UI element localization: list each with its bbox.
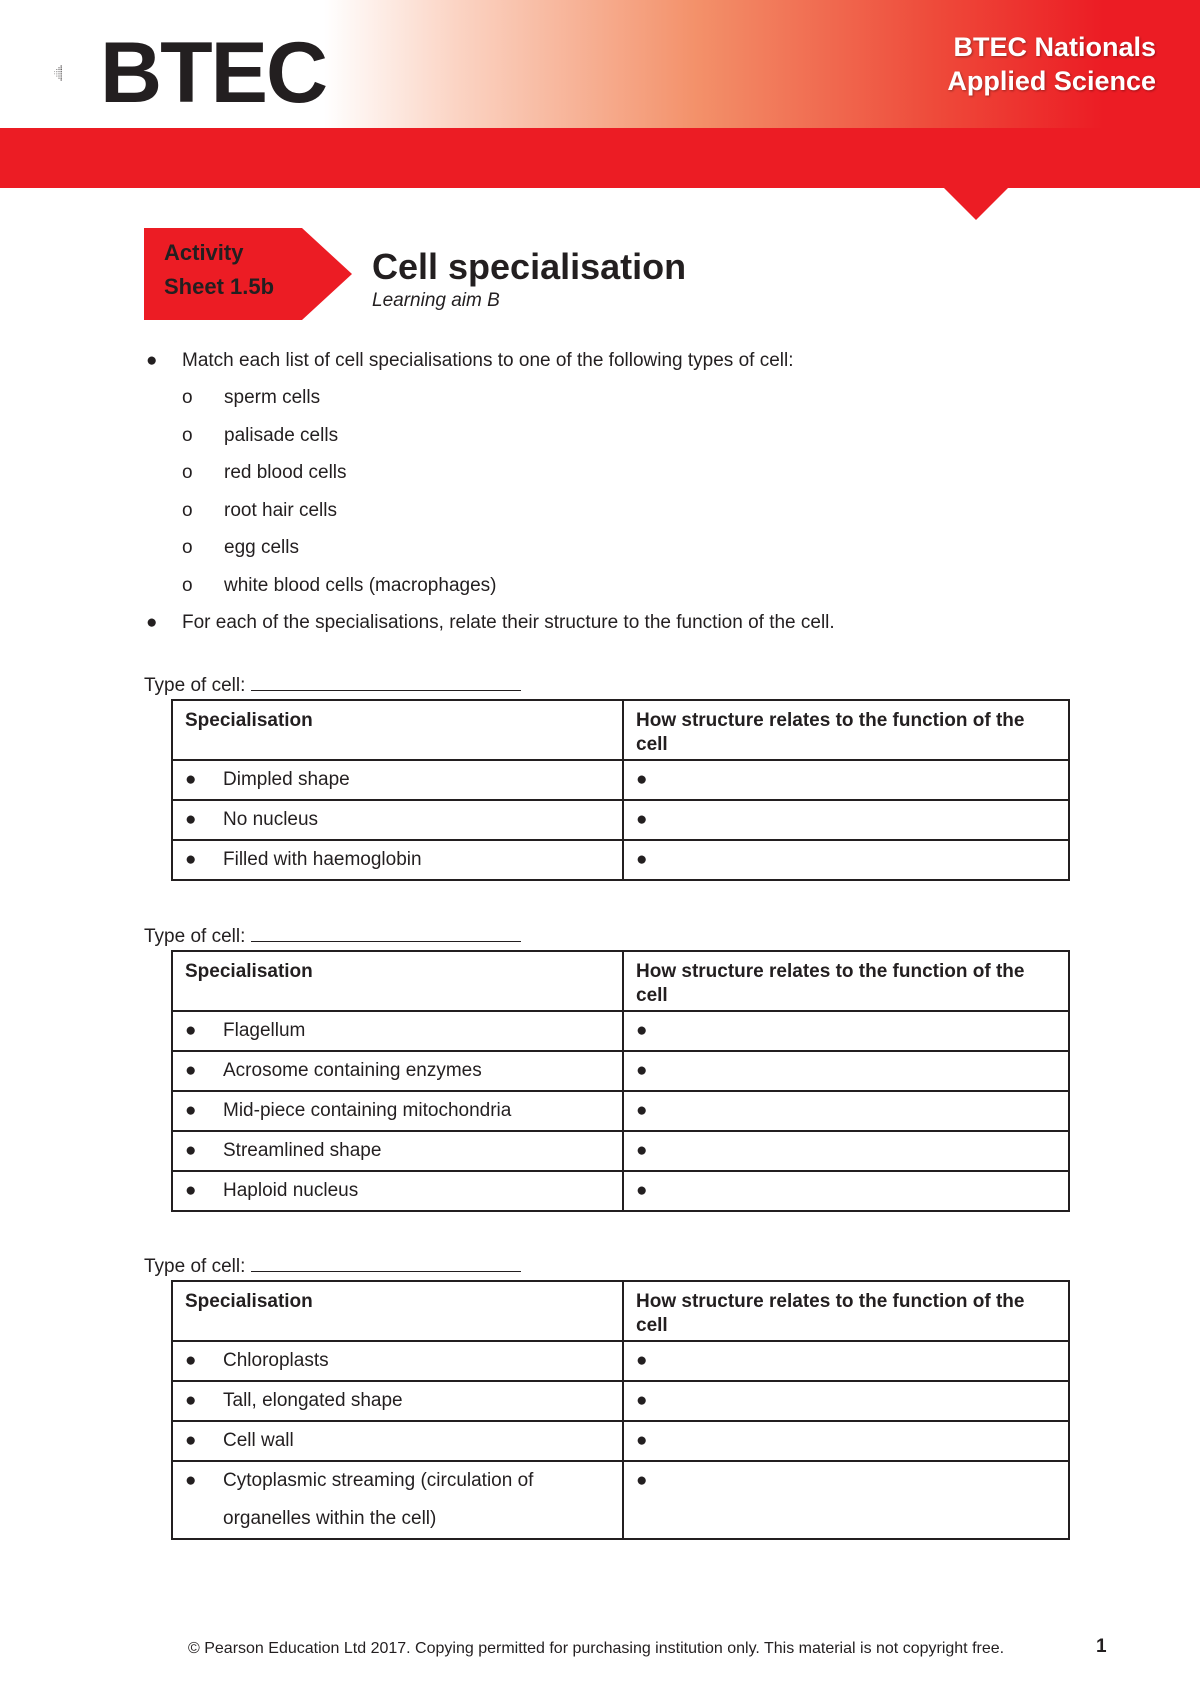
cell-type-label: palisade cells — [224, 424, 339, 446]
specialisation-cell — [172, 1091, 623, 1131]
bullet-icon: ● — [185, 1020, 197, 1041]
bullet-icon: ● — [636, 1430, 648, 1451]
specialisation-table — [171, 950, 1070, 1212]
answer-cell[interactable] — [623, 760, 1069, 800]
answer-cell[interactable] — [623, 1341, 1069, 1381]
btec-logo: BTEC — [100, 25, 327, 121]
bullet-icon: ● — [636, 1060, 648, 1081]
specialisation-table — [171, 1280, 1070, 1540]
bullet-icon: ● — [146, 350, 158, 371]
activity-tag-line-1: Activity — [164, 240, 244, 265]
cell-type-item — [144, 496, 1104, 534]
bullet-icon: ● — [185, 809, 197, 830]
specialisation-cell — [172, 1461, 623, 1539]
type-of-cell-blank[interactable] — [251, 923, 521, 942]
table-row — [172, 1051, 1069, 1091]
ring-bullet-icon: o — [182, 387, 193, 408]
cell-type-label: sperm cells — [224, 387, 321, 408]
bullet-icon: ● — [185, 1060, 197, 1081]
specialisation-text: Filled with haemoglobin — [223, 849, 422, 870]
specialisation-text: Dimpled shape — [223, 769, 350, 790]
table-row — [172, 1011, 1069, 1051]
cell-type-item — [144, 571, 1104, 609]
cell-type-label: red blood cells — [224, 462, 347, 483]
answer-cell[interactable] — [623, 1381, 1069, 1421]
answer-cell[interactable] — [623, 840, 1069, 880]
instruction-text: Match each list of cell specialisations to one of the following types of cell: — [182, 350, 794, 371]
bullet-icon: ● — [185, 1390, 197, 1411]
specialisation-cell — [172, 1051, 623, 1091]
copyright-notice: © Pearson Education Ltd 2017. Copying permitted for purchasing institution only. This material is not copyright free. — [188, 1640, 1005, 1657]
instruction-text: For each of the specialisations, relate their structure to the function of the cell. — [182, 612, 835, 633]
ring-bullet-icon: o — [182, 574, 193, 596]
answer-cell[interactable] — [623, 1091, 1069, 1131]
answer-cell[interactable] — [623, 1461, 1069, 1539]
specialisation-text: Tall, elongated shape — [223, 1390, 403, 1411]
column-header-specialisation: Specialisation — [172, 1281, 623, 1341]
specialisation-text: Streamlined shape — [223, 1140, 382, 1161]
type-of-cell-label: Type of cell: — [144, 675, 246, 696]
bullet-icon: ● — [636, 1180, 648, 1201]
bullet-icon: ● — [185, 849, 197, 870]
bullet-icon: ● — [185, 769, 197, 790]
type-of-cell-blank[interactable] — [251, 1253, 521, 1272]
table-row — [172, 840, 1069, 880]
specialisation-text: Flagellum — [223, 1020, 306, 1041]
cell-type-label: white blood cells (macrophages) — [224, 574, 497, 596]
answer-cell[interactable] — [623, 1051, 1069, 1091]
answer-cell[interactable] — [623, 1011, 1069, 1051]
answer-cell[interactable] — [623, 1421, 1069, 1461]
cell-type-label: egg cells — [224, 537, 299, 558]
type-of-cell-blank[interactable] — [251, 672, 521, 691]
specialisation-table — [171, 699, 1070, 881]
bullet-icon: ● — [636, 1140, 648, 1161]
bullet-icon: ● — [636, 1350, 648, 1371]
specialisation-cell — [172, 1171, 623, 1211]
specialisation-text: Haploid nucleus — [223, 1180, 359, 1201]
brand-line-1: BTEC Nationals — [953, 32, 1156, 62]
ring-bullet-icon: o — [182, 499, 193, 521]
answer-cell[interactable] — [623, 800, 1069, 840]
specialisation-text: Cell wall — [223, 1430, 294, 1451]
type-of-cell-label: Type of cell: — [144, 926, 246, 947]
bullet-icon: ● — [636, 1470, 648, 1491]
table-row — [172, 1091, 1069, 1131]
column-header-function: How structure relates to the function of the cell — [623, 951, 1069, 1011]
specialisation-cell — [172, 1381, 623, 1421]
table-header-row — [172, 1281, 1069, 1341]
table-row — [172, 800, 1069, 840]
table-header-row — [172, 951, 1069, 1011]
cell-type-item — [144, 421, 1104, 459]
bullet-icon: ● — [185, 1470, 197, 1491]
table-row — [172, 1461, 1069, 1539]
specialisation-text: Mid-piece containing mitochondria — [223, 1100, 512, 1121]
specialisation-cell — [172, 1421, 623, 1461]
bullet-icon: ● — [146, 612, 158, 633]
header-notch — [944, 188, 1008, 220]
table-row — [172, 1421, 1069, 1461]
table-row — [172, 1341, 1069, 1381]
bullet-icon: ● — [185, 1430, 197, 1451]
specialisation-cell — [172, 800, 623, 840]
specialisation-cell — [172, 760, 623, 800]
activity-tag-line-2: Sheet 1.5b — [164, 274, 275, 299]
column-header-function: How structure relates to the function of the cell — [623, 700, 1069, 760]
specialisation-text: Acrosome containing enzymes — [223, 1060, 482, 1081]
column-header-specialisation: Specialisation — [172, 700, 623, 760]
table-row — [172, 1381, 1069, 1421]
bullet-icon: ● — [636, 849, 648, 870]
cell-type-item — [144, 458, 1104, 496]
activity-tag-label — [164, 236, 274, 304]
type-of-cell-field — [144, 923, 521, 949]
specialisation-text: Chloroplasts — [223, 1350, 329, 1371]
answer-cell[interactable] — [623, 1171, 1069, 1211]
page-subtitle: Learning aim B — [372, 290, 500, 311]
bullet-icon: ● — [636, 1390, 648, 1411]
brand-line-2: Applied Science — [947, 66, 1156, 96]
bullet-icon: ● — [636, 769, 648, 790]
table-row — [172, 760, 1069, 800]
type-of-cell-label: Type of cell: — [144, 1256, 246, 1277]
bullet-icon: ● — [636, 809, 648, 830]
type-of-cell-field — [144, 1253, 521, 1279]
specialisation-text: Cytoplasmic streaming (circulation of organelles within the cell) — [223, 1470, 534, 1529]
answer-cell[interactable] — [623, 1131, 1069, 1171]
page-title: Cell specialisation — [372, 246, 687, 287]
instruction-item — [144, 608, 1104, 645]
specialisation-text: No nucleus — [223, 809, 319, 830]
cell-type-label: root hair cells — [224, 499, 337, 521]
page-number: 1 — [1096, 1636, 1107, 1657]
bullet-icon: ● — [636, 1100, 648, 1121]
ring-bullet-icon: o — [182, 462, 193, 483]
bullet-icon: ● — [636, 1020, 648, 1041]
specialisation-cell — [172, 1341, 623, 1381]
column-header-specialisation: Specialisation — [172, 951, 623, 1011]
table-row — [172, 1131, 1069, 1171]
bullet-icon: ● — [185, 1180, 197, 1201]
brand-title — [947, 30, 1156, 98]
specialisation-cell — [172, 1131, 623, 1171]
ring-bullet-icon: o — [182, 537, 193, 558]
bullet-icon: ● — [185, 1100, 197, 1121]
header-band — [0, 128, 1200, 188]
specialisation-cell — [172, 1011, 623, 1051]
specialisation-cell — [172, 840, 623, 880]
table-row — [172, 1171, 1069, 1211]
bullet-icon: ● — [185, 1140, 197, 1161]
column-header-function: How structure relates to the function of the cell — [623, 1281, 1069, 1341]
table-header-row — [172, 700, 1069, 760]
type-of-cell-field — [144, 672, 521, 698]
instruction-item — [144, 346, 1104, 383]
ring-bullet-icon: o — [182, 424, 193, 446]
cell-type-item — [144, 533, 1104, 571]
cell-type-item — [144, 383, 1104, 421]
instructions — [144, 346, 1104, 645]
btec-logo-dots-icon — [54, 30, 104, 116]
bullet-icon: ● — [185, 1350, 197, 1371]
